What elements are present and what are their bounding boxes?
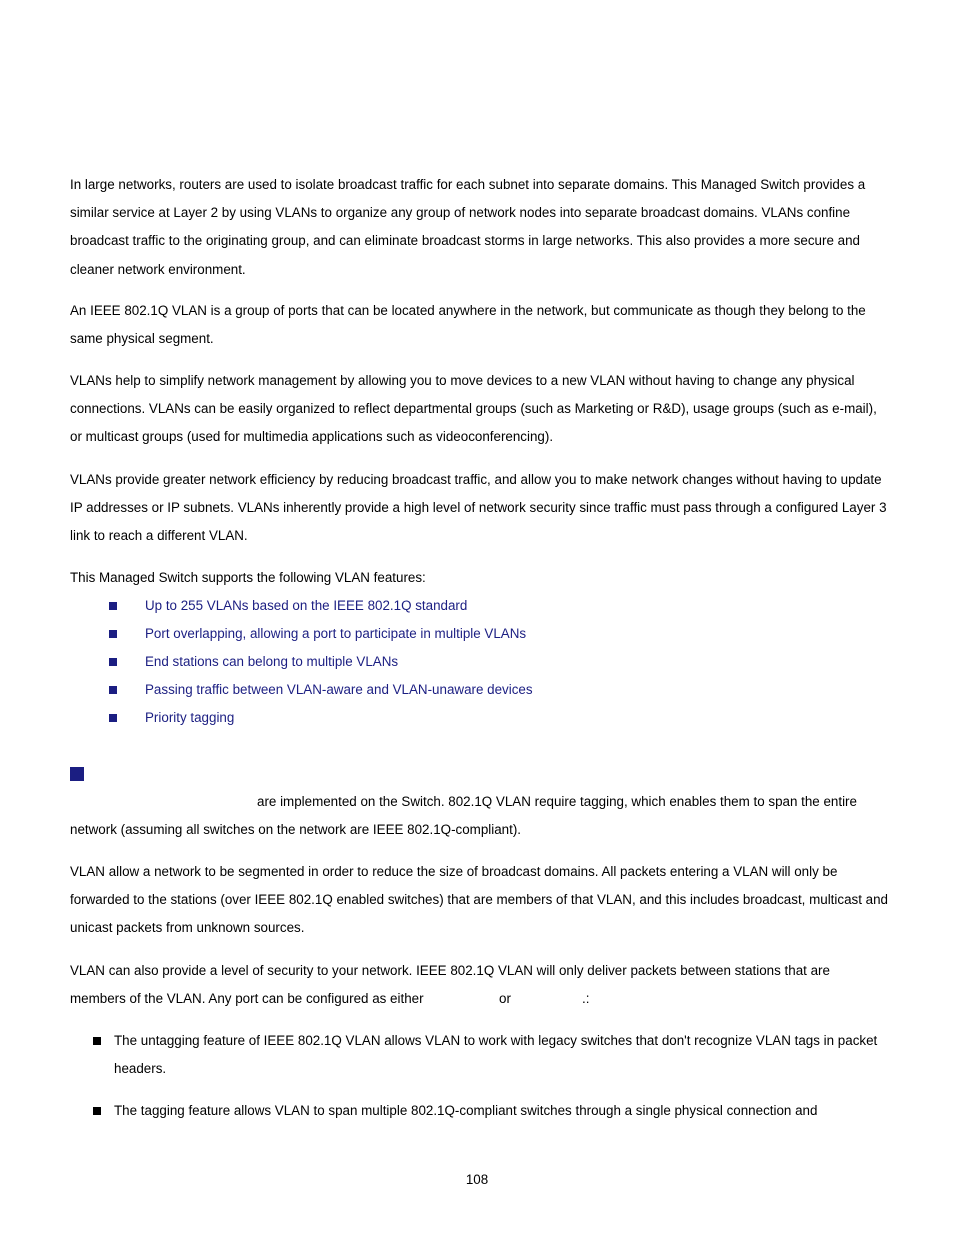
page-number: 108 <box>465 1172 489 1187</box>
square-bullet-icon <box>93 1037 101 1045</box>
section-line-2: network (assuming all switches on the network are IEEE 802.1Q-compliant). <box>70 822 522 837</box>
intro-paragraph-3: VLANs help to simplify network management by allowing you to move devices to a new VLAN without having to change any physical connections. VLANs can be easily organized to reflect departmental groups (such as Marketing or R&D), usage groups (such as e-mail), or multicast groups (used for multimedia applications such as videoconferencing). <box>70 373 877 445</box>
square-bullet-icon <box>109 630 117 638</box>
features-intro: This Managed Switch supports the following VLAN features: <box>70 570 426 585</box>
square-bullet-icon <box>109 658 117 666</box>
manual-page: In large networks, routers are used to isolate broadcast traffic for each subnet into separate domains. This Managed Switch provides a similar service at Layer 2 by using VLANs to organize any group of network nodes into separate broadcast domains. VLANs confine broadcast traffic to the originating group, and can eliminate broadcast storms in large networks. This also provides a more secure and cleaner network environment. An IEEE 802.1Q VLAN is a group of ports that can be located anywhere in the network, but communicate as though they belong to the same physical segment. VLANs help to simplify network management by allowing you to move devices to a new VLAN without having to change any physical connections. VLANs can be easily organized to reflect departmental groups (such as Marketing or R&D), usage groups (such as e-mail), or multicast groups (used for multimedia applications such as videoconferencing). VLANs provide greater network efficiency by reducing broadcast traffic, and allow you to make network changes without having to update IP addresses or IP subnets. VLANs inherently provide a high level of network security since traffic must pass through a configured Layer 3 link to reach a different VLAN. This Managed Switch supports the following VLAN features: Up to 255 VLANs based on the IEEE 802.1Q standard Port overlapping, allowing a port to participate in multiple VLANs End stations can belong to multiple VLANs Passing traffic between VLAN-aware and VLAN-unaware devices Priority tagging are implemented on the Switch. 802.1Q VLAN require tagging, which enables them to span the entire network (assuming all switches on the network are IEEE 802.1Q-compliant). VLAN allow a network to be segmented in order to reduce the size of broadcast domains. All packets entering a VLAN will only be forwarded to the stations (over IEEE 802.1Q enabled switches) that are members of that VLAN, and this includes broadcast, multicast and unicast packets from unknown sources. VLAN can also provide a level of security to your network. IEEE 802.1Q VLAN will only deliver packets between stations that are members of the VLAN. Any port can be configured as either or .: The untagging feature of IEEE 802.1Q VLAN allows VLAN to work with legacy switches that don't recognize VLAN tags in packet headers. The tagging feature allows VLAN to span multiple 802.1Q-compliant switches through a single physical connection and 108 <box>0 0 954 1235</box>
section-paragraph-3-or: or <box>499 991 511 1006</box>
section-paragraph-3-end: .: <box>582 991 590 1006</box>
section-heading-square-icon <box>70 767 84 781</box>
square-bullet-icon <box>109 602 117 610</box>
section-paragraph-3-line-1: VLAN can also provide a level of security to your network. IEEE 802.1Q VLAN will only deliver packets between stations that are <box>70 963 830 978</box>
intro-paragraph-4: VLANs provide greater network efficiency by reducing broadcast traffic, and allow you to make network changes without having to update IP addresses or IP subnets. VLANs inherently provide a high level of network security since traffic must pass through a configured Layer 3 link to reach a different VLAN. <box>70 472 887 544</box>
intro-paragraph-2: An IEEE 802.1Q VLAN is a group of ports that can be located anywhere in the network, but communicate as though they belong to the same physical segment. <box>70 303 866 347</box>
square-bullet-icon <box>109 686 117 694</box>
square-bullet-icon <box>109 714 117 722</box>
section-line-1: are implemented on the Switch. 802.1Q VLAN require tagging, which enables them to span the entire <box>257 794 857 809</box>
square-bullet-icon <box>93 1107 101 1115</box>
section-paragraph-3-line-2a: members of the VLAN. Any port can be configured as either <box>70 991 424 1006</box>
intro-paragraph-1: In large networks, routers are used to isolate broadcast traffic for each subnet into separate domains. This Managed Switch provides a similar service at Layer 2 by using VLANs to organize any group of network nodes into separate broadcast domains. VLANs confine broadcast traffic to the originating group, and can eliminate broadcast storms in large networks. This also provides a more secure and cleaner network environment. <box>70 177 866 277</box>
section-paragraph-2: VLAN allow a network to be segmented in order to reduce the size of broadcast domains. All packets entering a VLAN will only be forwarded to the stations (over IEEE 802.1Q enabled switches) that are members of that VLAN, and this includes broadcast, multicast and unicast packets from unknown sources. <box>70 864 888 936</box>
